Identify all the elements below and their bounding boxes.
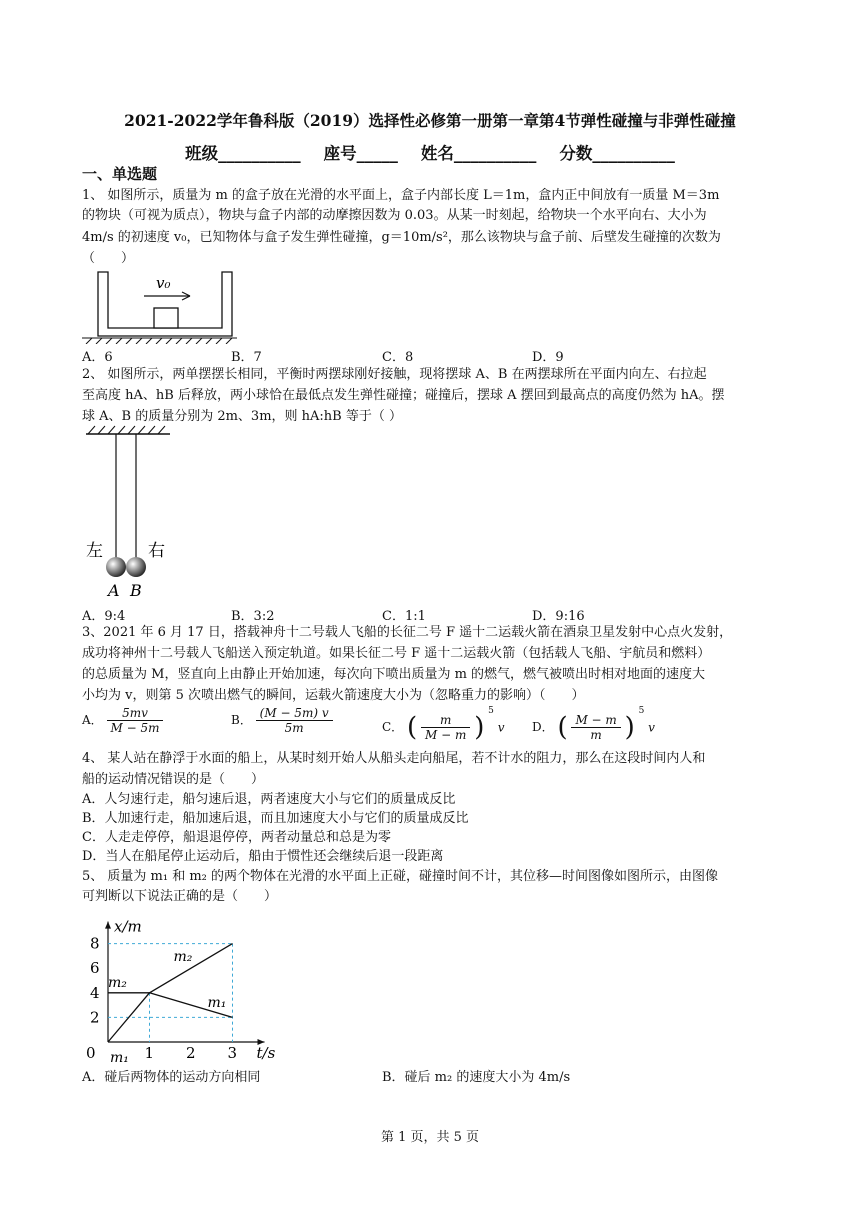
q1-option-d[interactable]: D．9 <box>532 350 564 365</box>
q2-option-d[interactable]: D．9:16 <box>532 609 585 624</box>
numerator: M − m <box>571 713 620 728</box>
x-tick-label: 1 <box>144 1044 155 1062</box>
section-title: 一、单选题 <box>82 165 158 183</box>
q1-line: （ ） <box>82 251 135 266</box>
q4-option-b[interactable]: B．人加速行走，船加速后退，而且加速度大小与它们的质量成反比 <box>82 811 469 826</box>
fraction <box>421 713 470 742</box>
fraction <box>107 706 164 735</box>
denominator: m <box>590 728 602 742</box>
q1-option-a[interactable]: A．6 <box>82 350 113 365</box>
q1-option-b[interactable]: B．7 <box>231 350 262 365</box>
q2-line: 至高度 hA、hB 后释放，两小球恰在最低点发生弹性碰撞；碰撞后，摆球 A 摆回到最高点的高度仍然为 hA。摆 <box>82 388 725 403</box>
position-time-chart <box>82 905 282 1065</box>
q3-line: 小均为 v，则第 5 次喷出燃气的瞬间，运载火箭速度大小为（忽略重力的影响）（ ） <box>82 688 585 703</box>
q1-line: 4m/s 的初速度 v₀，已知物体与盒子发生弹性碰撞，g＝10m/s²，那么该物块与盒子前、后壁发生碰撞的次数为 <box>82 230 721 245</box>
student-info-line: 班级__________ 座号_____ 姓名__________ 分数__________ <box>185 144 675 163</box>
series-label: m₂ <box>108 974 127 991</box>
x-tick-label: 2 <box>186 1044 196 1062</box>
paren-open: ( <box>407 712 418 743</box>
q4-option-c[interactable]: C．人走走停停，船退退停停，两者动量总和总是为零 <box>82 830 391 845</box>
numerator: (M − 5m) v <box>256 706 333 721</box>
paren-close: ) <box>474 712 485 743</box>
ball-b-label: B <box>130 581 142 600</box>
ball-a-label: A <box>108 581 120 600</box>
q2-line: 球 A、B 的质量分别为 2m、3m，则 hA:hB 等于（ ） <box>82 409 402 424</box>
q1-line: 1、 如图所示，质量为 m 的盒子放在光滑的水平面上，盒子内部长度 L＝1m，盒内正中间放有一质量 M＝3m <box>82 188 720 203</box>
q1-line: 的物块（可视为质点），物块与盒子内部的动摩擦因数为 0.03。从某一时刻起，给物块一个水平向右、大小为 <box>82 208 707 223</box>
left-label: 左 <box>86 541 103 561</box>
q4-option-d[interactable]: D．当人在船尾停止运动后，船由于惯性还会继续后退一段距离 <box>82 849 444 864</box>
box-figure <box>82 268 242 344</box>
exponent: 5 <box>638 706 645 716</box>
y-tick-label: 2 <box>90 1008 100 1027</box>
q2-option-c[interactable]: C．1:1 <box>382 609 426 624</box>
q3-line: 的总质量为 M，竖直向上由静止开始加速，每次向下喷出质量为 m 的燃气，燃气被喷出时相对地面的速度大 <box>82 667 706 682</box>
q4-line: 4、 某人站在静浮于水面的船上，从某时刻开始人从船头走向船尾，若不计水的阻力，那么在这段时间内人和 <box>82 751 706 766</box>
right-label: 右 <box>148 541 165 561</box>
option-label: B． <box>231 713 252 727</box>
x-tick-label: 3 <box>227 1044 238 1062</box>
q3-line: 成功将神州十二号载人飞船送入预定轨道。如果长征二号 F 遥十二运载火箭（包括载人飞船、宇航员和燃料） <box>82 646 711 661</box>
y-tick-label: 8 <box>90 934 100 953</box>
fraction <box>571 713 620 742</box>
option-label: D． <box>532 720 554 734</box>
y-axis-label: x/m <box>114 917 142 936</box>
velocity-label: v₀ <box>156 274 171 292</box>
pendulum-figure <box>82 424 192 604</box>
numerator: m <box>421 713 470 728</box>
denominator: M − m <box>425 728 467 742</box>
q5-option-a[interactable]: A．碰后两物体的运动方向相同 <box>82 1070 261 1085</box>
y-axis-arrow <box>105 922 111 929</box>
y-tick-label: 4 <box>90 983 100 1002</box>
numerator: 5mv <box>107 706 164 721</box>
denominator: M − 5m <box>110 721 160 735</box>
q3-option-a[interactable] <box>82 706 163 735</box>
tail: v <box>497 720 505 735</box>
document-title: 2021-2022学年鲁科版（2019）选择性必修第一册第一章第4节弹性碰撞与非弹性碰撞 <box>124 111 736 130</box>
tail: v <box>648 720 655 735</box>
y-tick-label: 6 <box>90 959 100 978</box>
q2-option-a[interactable]: A．9:4 <box>82 609 126 624</box>
q5-option-b[interactable]: B．碰后 m₂ 的速度大小为 4m/s <box>382 1070 571 1085</box>
paren-open: ( <box>557 712 568 743</box>
q3-option-c[interactable] <box>382 706 505 743</box>
series-label: m₁ <box>110 1050 129 1065</box>
q2-line: 2、 如图所示，两单摆摆长相同，平衡时两摆球刚好接触，现将摆球 A、B 在两摆球所在平面内向左、右拉起 <box>82 367 707 382</box>
option-label: A． <box>82 713 103 727</box>
denominator: 5m <box>284 721 304 735</box>
q1-option-c[interactable]: C．8 <box>382 350 414 365</box>
q4-line: 船的运动情况错误的是（ ） <box>82 772 265 787</box>
q3-option-d[interactable] <box>532 706 655 743</box>
q3-option-b[interactable] <box>231 706 333 735</box>
exponent: 5 <box>488 706 494 716</box>
q5-line: 5、 质量为 m₁ 和 m₂ 的两个物体在光滑的水平面上正碰，碰撞时间不计，其位移—时间图像如图所示，由图像 <box>82 869 719 884</box>
x-tick-label: 0 <box>86 1044 96 1062</box>
series-label: m₂ <box>173 948 193 965</box>
option-label: C． <box>382 720 404 734</box>
q2-option-b[interactable]: B．3:2 <box>231 609 275 624</box>
paren-close: ) <box>624 712 635 743</box>
q3-line: 3、2021 年 6 月 17 日，搭载神舟十二号载人飞船的长征二号 F 遥十二运载火箭在酒泉卫星发射中心点火发射， <box>82 625 733 640</box>
series-label: m₁ <box>207 994 227 1011</box>
x-axis-label: t/s <box>256 1044 276 1062</box>
fraction <box>256 706 333 735</box>
q4-option-a[interactable]: A．人匀速行走，船匀速后退，两者速度大小与它们的质量成反比 <box>82 792 456 807</box>
page-footer: 第 1 页，共 5 页 <box>380 1130 480 1145</box>
q5-line: 可判断以下说法正确的是（ ） <box>82 889 278 904</box>
